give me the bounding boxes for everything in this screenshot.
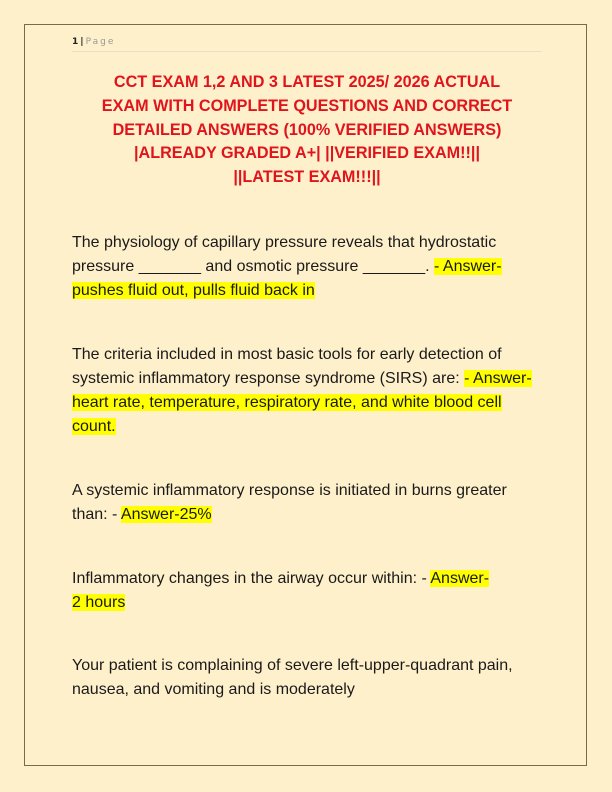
title-line: EXAM WITH COMPLETE QUESTIONS AND CORRECT (101, 96, 513, 115)
question-text: Inflammatory changes in the airway occur within: - (72, 570, 431, 587)
qa-item (72, 231, 542, 303)
page-number: 1 (72, 37, 79, 47)
page-separator: | (80, 37, 84, 47)
qa-item (72, 567, 492, 615)
answer-text: Answer-2 hours (72, 570, 490, 611)
title-line: ||LATEST EXAM!!!|| (233, 168, 381, 187)
question-text: The physiology of capillary pressure reveals that hydrostatic pressure _______ and osmotic pressure _______. (72, 234, 497, 275)
answer-text: - Answer-heart rate, temperature, respiratory rate, and white blood cell count. (72, 370, 532, 435)
page-label: Page (85, 37, 116, 47)
answer-text: Answer-25% (120, 506, 212, 523)
title-line: DETAILED ANSWERS (100% VERIFIED ANSWERS) (112, 120, 502, 139)
qa-item (72, 654, 542, 702)
qa-item (72, 479, 512, 527)
question-text: Your patient is complaining of severe left-upper-quadrant pain, nausea, and vomiting and is moderately (72, 657, 513, 698)
document-title (72, 71, 542, 190)
title-line: CCT EXAM 1,2 AND 3 LATEST 2025/ 2026 ACTUAL (113, 73, 501, 91)
answer-text: - Answer-pushes fluid out, pulls fluid back in (72, 258, 502, 299)
question-text: A systemic inflammatory response is initiated in burns greater than: - (72, 482, 507, 523)
qa-item (72, 343, 548, 439)
title-line: |ALREADY GRADED A+| ||VERIFIED EXAM!!|| (133, 144, 480, 163)
page-header (72, 36, 542, 52)
question-text: The criteria included in most basic tools for early detection of systemic inflammatory response syndrome (SIRS) are: (72, 346, 502, 387)
